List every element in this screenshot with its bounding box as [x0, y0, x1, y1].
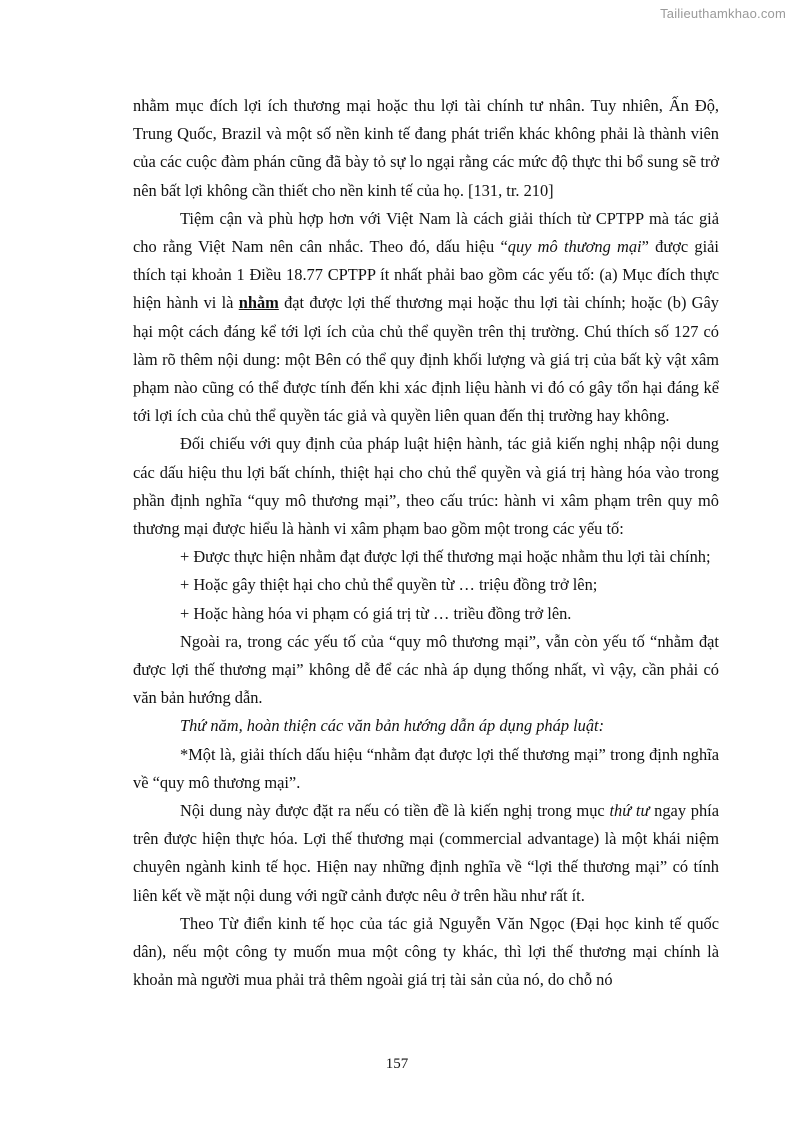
list-item-3: + Hoặc hàng hóa vi phạm có giá trị từ … triều đồng trở lên. [180, 603, 572, 623]
paragraph-2-text-e: đạt được lợi thế thương mại hoặc thu lợi tài chính; hoặc (b) Gây hại một cách đáng kể tới lợi ích của chủ thể quyền trên thị trường. Chú thích số 127 có làm rõ thêm nội dung: một Bên có thể quy định khối lượng và giá trị của bất kỳ vật xâm phạm nào cũng có thể được tính đến khi xác định liệu hành vi đó có gây tổn hại đáng kể tới lợi ích của chủ thể quyền tác giả và quyền liên quan đến thị trường hay không. [133, 293, 719, 426]
watermark-text: Tailieuthamkhao.com [660, 6, 786, 21]
list-item-2: + Hoặc gây thiệt hại cho chủ thể quyền từ … triệu đồng trở lên; [180, 575, 598, 595]
paragraph-4: Ngoài ra, trong các yếu tố của “quy mô thương mại”, vẫn còn yếu tố “nhằm đạt được lợi thế thương mại” không dễ để các nhà áp dụng thống nhất, vì vậy, cần phải có văn bản hướng dẫn. [133, 631, 719, 708]
paragraph-6-text-a: Nội dung này được đặt ra nếu có tiền đề là kiến nghị trong mục [180, 801, 610, 821]
paragraph-3: Đối chiếu với quy định của pháp luật hiện hành, tác giả kiến nghị nhập nội dung các dấu hiệu thu lợi bất chính, thiệt hại cho chủ thể quyền và giá trị hàng hóa vào trong phần định nghĩa “quy mô thương mại”, theo cấu trúc: hành vi xâm phạm trên quy mô thương mại được hiểu là hành vi xâm phạm bao gồm một trong các yếu tố: [133, 434, 719, 539]
page-number: 157 [385, 1056, 409, 1072]
paragraph-1: nhằm mục đích lợi ích thương mại hoặc thu lợi tài chính tư nhân. Tuy nhiên, Ấn Độ, Trung Quốc, Brazil và một số nền kinh tế đang phát triển khác không phải là thành viên của các cuộc đàm phán cũng đã bày tỏ sự lo ngại rằng các mức độ thực thi bổ sung sẽ trở nên bất lợi không cần thiết cho nền kinh tế của họ. [131, tr. 210] [133, 96, 719, 200]
section-heading-5: Thứ năm, hoàn thiện các văn bản hướng dẫn áp dụng pháp luật: [180, 716, 605, 736]
list-item-1: + Được thực hiện nhằm đạt được lợi thế thương mại hoặc nhằm thu lợi tài chính; [180, 547, 711, 567]
paragraph-2-text-a: Tiệm cận và phù hợp hơn với Việt Nam là cách giải thích từ CPTPP mà tác giả cho rằng Việt Nam nên cân nhắc. Theo đó, dấu hiệu “ [133, 208, 719, 257]
paragraph-2-italic-term: quy mô thương mại [507, 237, 642, 257]
paragraph-5: *Một là, giải thích dấu hiệu “nhằm đạt được lợi thế thương mại” trong định nghĩa về “quy mô thương mại”. [133, 744, 719, 792]
paragraph-2-emphasis: nhằm [238, 293, 279, 313]
paragraph-2-text-c: ” được giải thích tại khoản 1 Điều 18.77 CPTPP ít nhất phải bao gồm các yếu tố: (a) Mục đích thực hiện hành vi là [133, 237, 719, 313]
paragraph-2 [133, 205, 719, 431]
document-body [133, 92, 719, 995]
paragraph-6-italic-term: thứ tư [609, 801, 650, 821]
paragraph-7: Theo Từ điển kinh tế học của tác giả Nguyễn Văn Ngọc (Đại học kinh tế quốc dân), nếu một công ty muốn mua một công ty khác, thì lợi thế thương mại chính là khoản mà người mua phải trả thêm ngoài giá trị tài sản của nó, do chỗ nó [133, 913, 719, 990]
paragraph-6-text-c: ngay phía trên được hiện thực hóa. Lợi thế thương mại (commercial advantage) là một khái niệm chuyên ngành kinh tế học. Hiện nay những định nghĩa về “lợi thế thương mại” có tính liên kết về mặt nội dung với ngữ cảnh được nêu ở trên hầu như rất ít. [133, 801, 720, 905]
paragraph-6 [133, 797, 719, 910]
